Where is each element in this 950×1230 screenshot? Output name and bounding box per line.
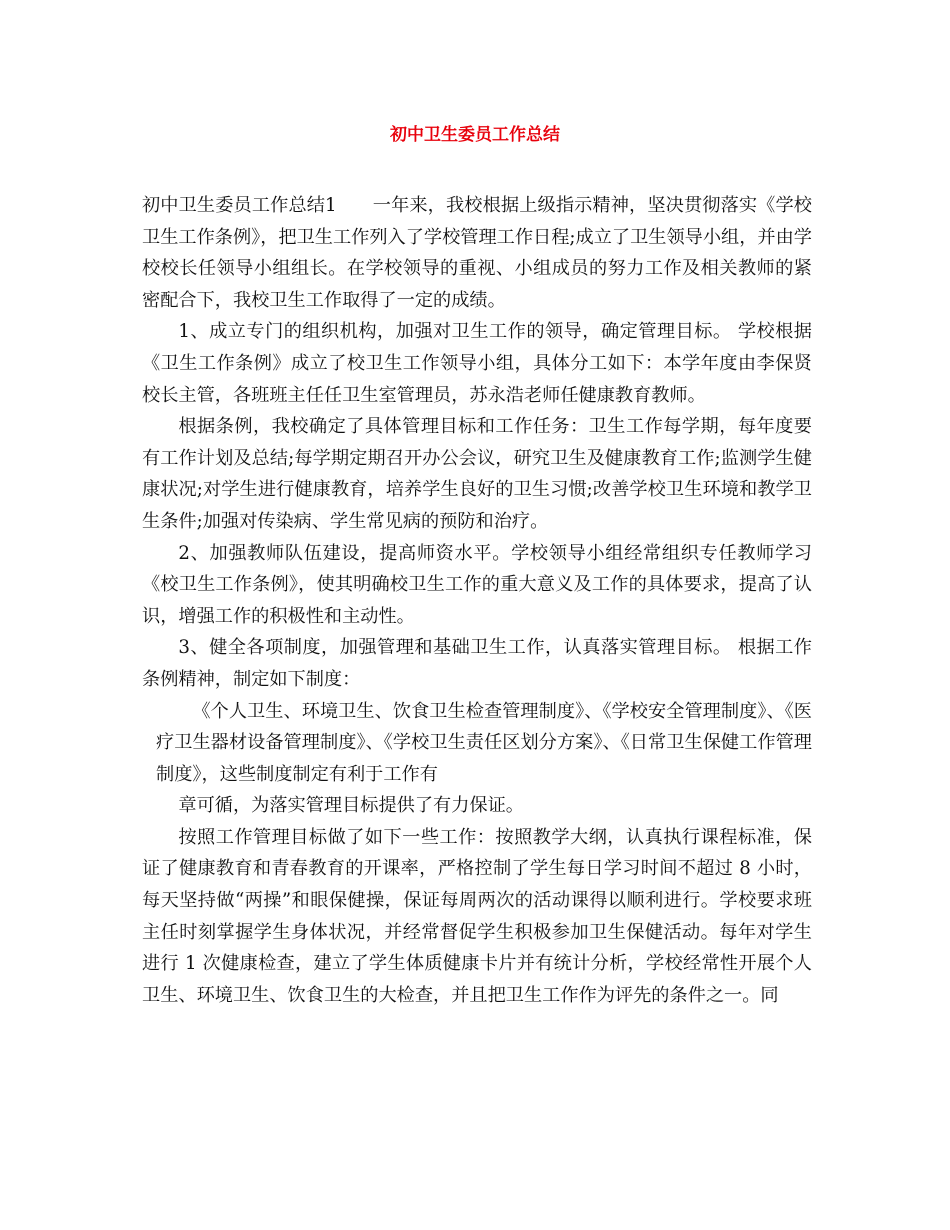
intro-text: 一年来，我校根据上级指示精神，坚决贯彻落实《学校卫生工作条例》，把卫生工作列入了学校管理工作日程;成立了卫生领导小组，并由学校校长任领导小组组长。在学校领导的重视、小组成员的努力工作及相关教师的紧密配合下，我校卫生工作取得了一定的成绩。 [142, 195, 812, 311]
document-title: 初中卫生委员工作总结 [390, 125, 560, 145]
paragraph-intro [142, 190, 812, 316]
paragraph-work-done: 按照工作管理目标做了如下一些工作：按照教学大纲，认真执行课程标准，保证了健康教育和青春教育的开课率，严格控制了学生每日学习时间不超过 8 小时，每天坚持做“两操”和眼保健操，保证每周两次的活动课得以顺利进行。学校要求班主任时刻掌握学生身体状况，并经常督促学生积极参加卫生保健活动。每年对学生进行 1 次健康检查，建立了学生体质健康卡片并有统计分析，学校经常性开展个人卫生、环境卫生、饮食卫生的大检查，并且把卫生工作作为评先的条件之一。同 [142, 826, 812, 1006]
document-body [142, 190, 812, 1011]
paragraph-management-goals: 根据条例，我校确定了具体管理目标和工作任务：卫生工作每学期，每年度要有工作计划及总结;每学期定期召开办公会议，研究卫生及健康教育工作;监测学生健康状况;对学生进行健康教育，培养学生良好的卫生习惯;改善学校卫生环境和教学卫生条件;加强对传染病、学生常见病的预防和治疗。 [142, 416, 812, 532]
paragraph-guarantee: 章可循，为落实管理目标提供了有力保证。 [178, 795, 524, 817]
paragraph-regulations: 3、健全各项制度，加强管理和基础卫生工作，认真落实管理目标。 根据工作条例精神，制定如下制度： [142, 637, 812, 690]
paragraph-regulation-list: 《个人卫生、环境卫生、饮食卫生检查管理制度》、《学校安全管理制度》、《医疗卫生器材设备管理制度》、《学校卫生责任区划分方案》、《日常卫生保健工作管理制度》，这些制度制定有利于工作有 [156, 700, 812, 785]
section-heading: 初中卫生委员工作总结1 [142, 195, 337, 216]
paragraph-teacher-training: 2、加强教师队伍建设，提高师资水平。学校领导小组经常组织专任教师学习《校卫生工作条例》，使其明确校卫生工作的重大意义及工作的具体要求，提高了认识，增强工作的积极性和主动性。 [142, 542, 812, 627]
paragraph-organization: 1、成立专门的组织机构，加强对卫生工作的领导，确定管理目标。 学校根据《卫生工作条例》成立了校卫生工作领导小组，具体分工如下：本学年度由李保贤校长主管，各班班主任任卫生室管理员，苏永浩老师任健康教育教师。 [142, 321, 812, 406]
